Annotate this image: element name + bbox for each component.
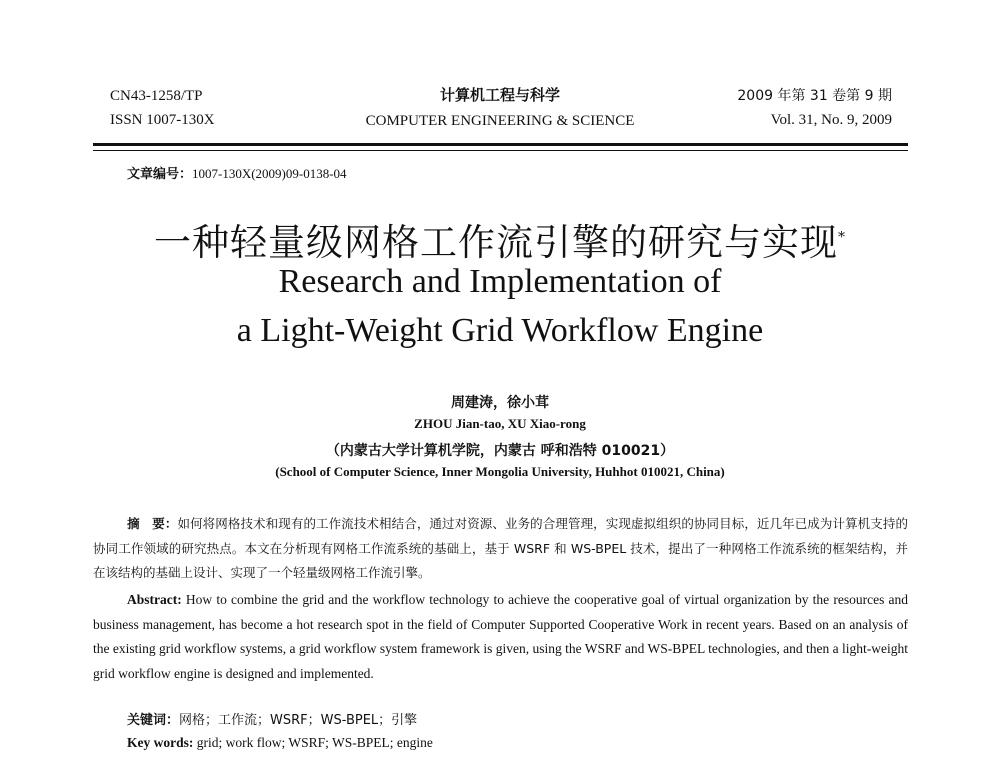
journal-title-en: COMPUTER ENGINEERING & SCIENCE: [365, 113, 635, 129]
header-rule-thin: [93, 150, 908, 151]
issue-cn: 2009 年第 31 卷第 9 期: [737, 88, 892, 104]
cn-code: CN43-1258/TP: [110, 88, 203, 104]
journal-title-cn: 计算机工程与科学: [439, 86, 560, 104]
abstract-en-label: Abstract:: [127, 592, 182, 607]
authors-en: ZHOU Jian-tao, XU Xiao-rong: [414, 416, 586, 431]
affiliation-cn: （内蒙古大学计算机学院，内蒙古 呼和浩特 010021）: [325, 443, 675, 459]
abstract-cn: [93, 512, 908, 586]
title-cn-text: 一种轻量级网格工作流引擎的研究与实现: [154, 221, 838, 264]
header-rule-thick: [93, 143, 908, 146]
article-number: [127, 163, 347, 182]
article-number-label: 文章编号：: [127, 167, 193, 182]
keywords-cn: [127, 709, 417, 728]
keywords-cn-label: 关键词：: [127, 713, 180, 728]
keywords-en-text: grid; work flow; WSRF; WS-BPEL; engine: [193, 735, 433, 750]
abstract-en-text: How to combine the grid and the workflow technology to achieve the cooperative goal of virtual organization by the resources and business management, has become a hot research spot in the field of Computer Supported Cooperative Work in recent years. Based on an analysis of the existing grid workflow systems, a grid workflow system framework is given, using the WSRF and WS-BPEL technologies, and then a light-weight grid workflow engine is designed and implemented.: [93, 592, 908, 681]
title-footnote-mark: *: [838, 229, 846, 246]
issue-en: Vol. 31, No. 9, 2009: [770, 112, 892, 128]
title-cn: [0, 212, 1000, 266]
article-number-value: 1007-130X(2009)09-0138-04: [192, 166, 347, 181]
affiliation-en: (School of Computer Science, Inner Mongolia University, Huhhot 010021, China): [275, 464, 725, 479]
keywords-cn-text: 网格；工作流；WSRF；WS-BPEL；引擎: [179, 713, 418, 728]
abstract-cn-label: 摘 要：: [127, 516, 178, 531]
keywords-en-label: Key words:: [127, 735, 194, 750]
issn: ISSN 1007-130X: [110, 112, 215, 128]
title-en-line1: Research and Implementation of: [278, 263, 722, 300]
title-en-line2: a Light-Weight Grid Workflow Engine: [236, 312, 764, 349]
abstract-cn-text: 如何将网格技术和现有的工作流技术相结合，通过对资源、业务的合理管理，实现虚拟组织的协同目标，近几年已成为计算机支持的协同工作领域的研究热点。本文在分析现有网格工作流系统的基础上，基于 WSRF 和 WS-BPEL 技术，提出了一种网格工作流系统的框架结构，并在该结构的基础上设计、实现了一个轻量级网格工作流引擎。: [93, 516, 908, 580]
keywords-en: [127, 735, 433, 751]
abstract-en: [93, 588, 908, 686]
authors-cn: 周建涛，徐小茸: [451, 395, 549, 411]
